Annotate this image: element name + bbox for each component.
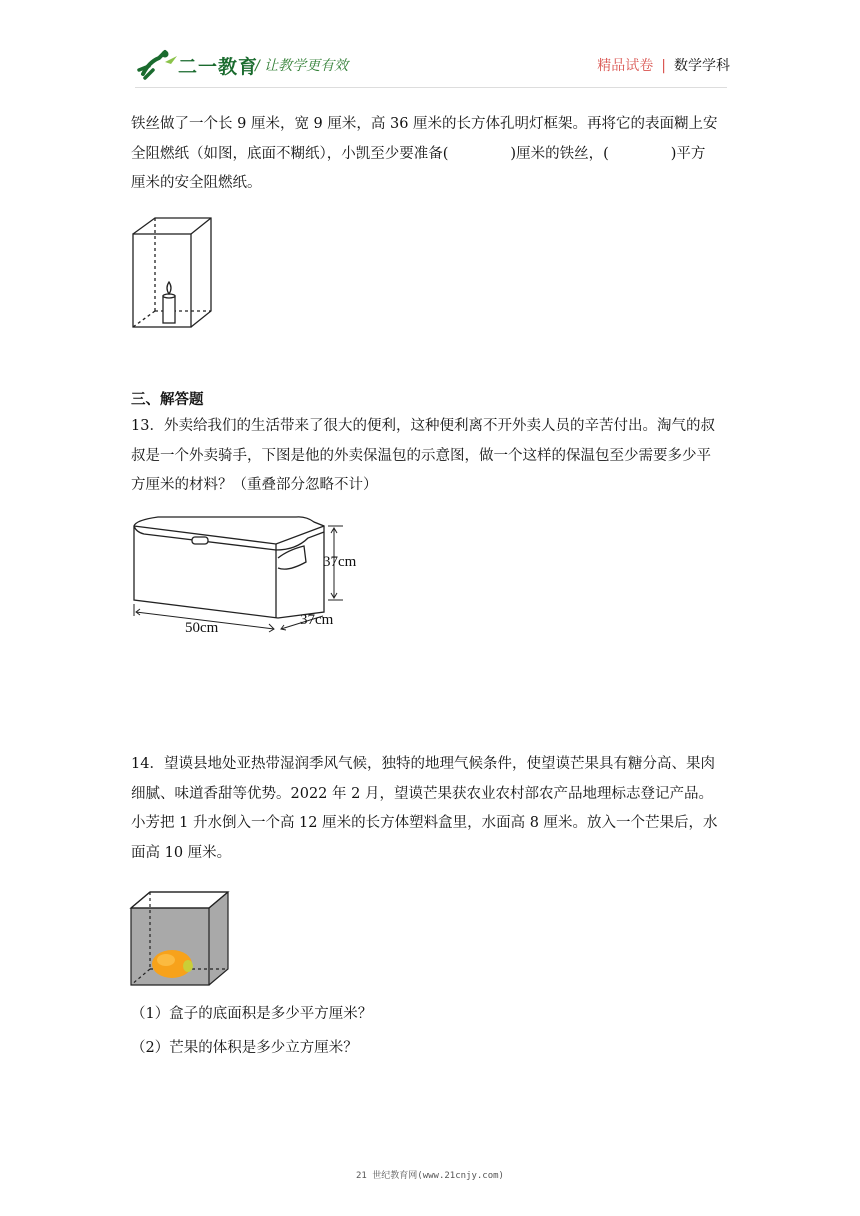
water-box-figure xyxy=(128,886,234,988)
q12-line2-c: )平方 xyxy=(670,145,706,162)
q14-subquestion-1: （1）盒子的底面积是多少平方厘米？ xyxy=(131,1006,373,1022)
q13-text xyxy=(131,412,731,501)
q14-line1: 14．望谟县地处亚热带湿润季风气候，独特的地理气候条件，使望谟芒果具有糖分高、果肉 xyxy=(131,756,715,772)
fig-length-label: 50cm xyxy=(185,620,219,636)
q12-line1: 铁丝做了一个长 9 厘米，宽 9 厘米，高 36 厘米的长方体孔明灯框架。再将它的表面糊上安 xyxy=(131,116,718,132)
q13-line1: 13．外卖给我们的生活带来了很大的便利，这种便利离不开外卖人员的辛苦付出。淘气的叔 xyxy=(131,418,715,434)
q13-line2: 叔是一个外卖骑手，下图是他的外卖保温包的示意图，做一个这样的保温包至少需要多少平 xyxy=(131,447,711,464)
header-subject: 数学学科 xyxy=(674,58,730,74)
q12-line3: 厘米的安全阻燃纸。 xyxy=(131,175,262,191)
insulated-bag-figure xyxy=(128,512,373,640)
fig-height-label: 37cm xyxy=(323,554,357,570)
q12-text xyxy=(131,110,731,199)
lantern-cuboid-figure xyxy=(130,216,214,330)
header-separator: | xyxy=(661,58,666,74)
header-right xyxy=(597,55,730,75)
q12-line2 xyxy=(131,140,731,170)
brand-logo-text: 二一教育 xyxy=(178,56,259,78)
header-tag: 精品试卷 xyxy=(597,58,654,74)
footer-source: 21 世纪教育网(www.21cnjy.com) xyxy=(356,1171,504,1181)
q12-line2-b: )厘米的铁丝，( xyxy=(510,145,609,162)
q14-subquestion-2: （2）芒果的体积是多少立方厘米？ xyxy=(131,1040,358,1056)
fig-width-label: 37cm xyxy=(300,612,334,628)
q14-text xyxy=(131,750,731,868)
q13-line3: 方厘米的材料？（重叠部分忽略不计） xyxy=(131,477,378,493)
q12-line2-a: 全阻燃纸（如图，底面不糊纸），小凯至少要准备( xyxy=(131,145,449,162)
q14-line2: 细腻、味道香甜等优势。2022 年 2 月，望谟芒果获农业农村部农产品地理标志登记产品。 xyxy=(131,785,713,802)
q14-line4: 面高 10 厘米。 xyxy=(131,844,232,861)
q14-line3: 小芳把 1 升水倒入一个高 12 厘米的长方体塑料盒里，水面高 8 厘米。放入一个芒果后，水 xyxy=(131,815,718,831)
header-divider xyxy=(135,87,727,88)
section-title: 三、解答题 xyxy=(131,392,204,408)
slogan: / 让教学更有效 xyxy=(255,58,349,74)
